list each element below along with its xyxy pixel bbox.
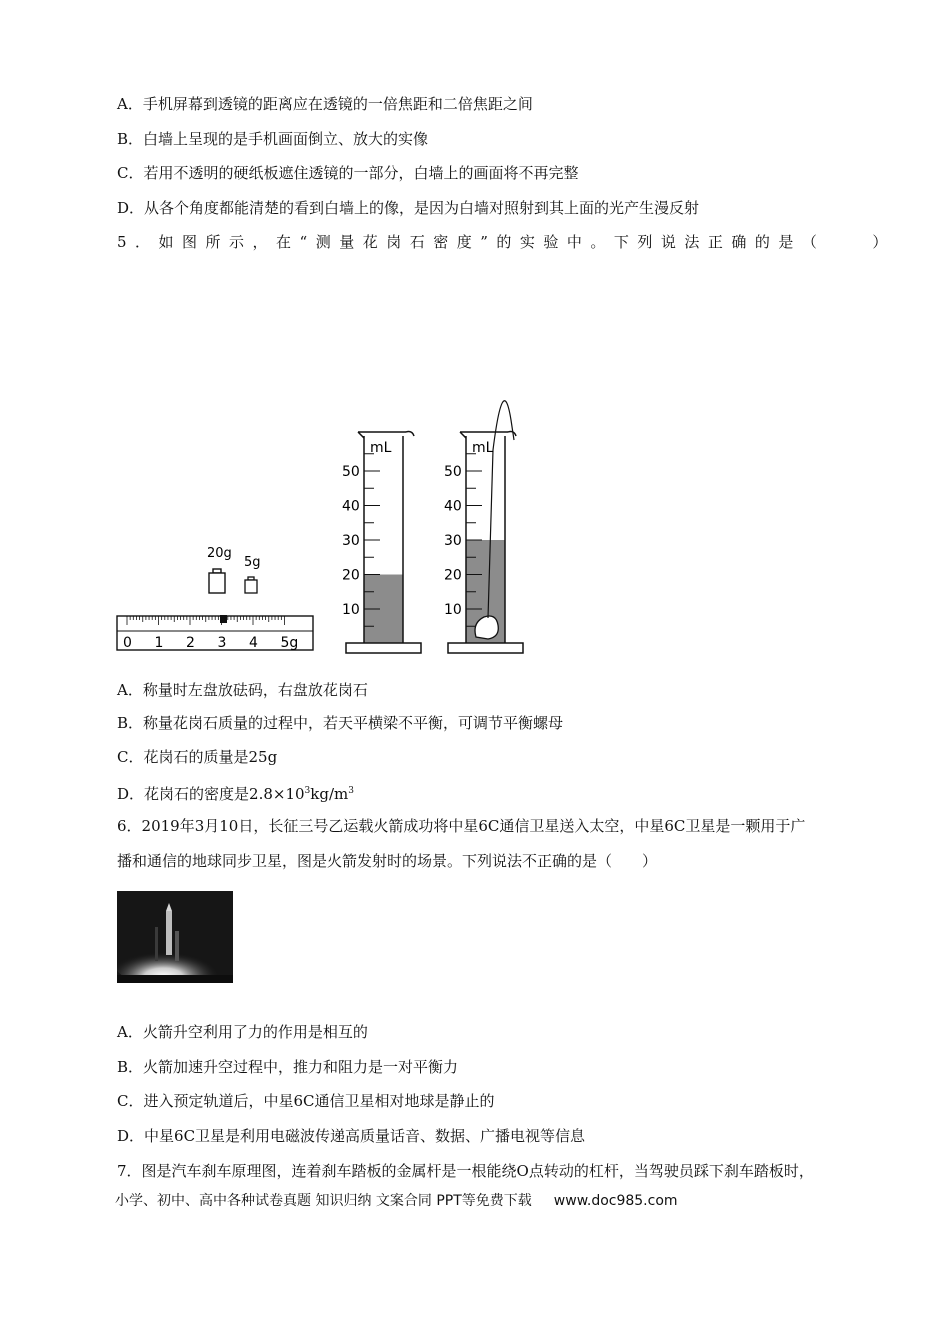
cylinder-tick-label: 40 — [342, 498, 360, 515]
scale-tick-label: 3 — [217, 635, 227, 651]
q6-stem-line2: 播和通信的地球同步卫星，图是火箭发射时的场景。下列说法不正确的是（ ） — [117, 852, 658, 870]
q5-stem: 5．如图所示，在“测量花岗石密度”的实验中。下列说法正确的是（ ） — [117, 233, 896, 251]
cylinder-tick-label: 20 — [444, 567, 462, 584]
q6-option-d: D．中星6C卫星是利用电磁波传递高质量话音、数据、广播电视等信息 — [117, 1127, 586, 1145]
scale-tick-label: 0 — [123, 635, 132, 651]
rocket-launch-photo — [117, 891, 233, 983]
scale-tick-label: 5g — [280, 635, 299, 651]
q6-option-c: C．进入预定轨道后，中星6C通信卫星相对地球是静止的 — [117, 1092, 495, 1110]
q5-option-a: A．称量时左盘放砝码，右盘放花岗石 — [117, 681, 368, 699]
scale-tick-label: 1 — [154, 635, 164, 651]
measuring-cylinder-before — [342, 432, 421, 654]
q6-stem-line1: 6．2019年3月10日，长征三号乙运载火箭成功将中星6C通信卫星送入太空，中星6C卫星是一颗用于广 — [117, 817, 806, 835]
q5-option-d-text: D．花岗石的密度是2.8×10 — [117, 785, 305, 803]
footer-url[interactable]: www.doc985.com — [553, 1193, 678, 1209]
cylinder-unit: mL — [370, 440, 392, 456]
measuring-cylinder-after — [444, 401, 523, 653]
cylinder-tick-label: 50 — [444, 464, 462, 480]
scale-rider — [220, 615, 227, 623]
cylinder-tick-label: 50 — [342, 464, 360, 480]
scale-tick-label: 4 — [249, 635, 258, 651]
q5-figure — [0, 392, 950, 662]
q5-option-d — [117, 781, 354, 804]
q6-option-a: A．火箭升空利用了力的作用是相互的 — [117, 1023, 368, 1041]
q6-option-b: B．火箭加速升空过程中，推力和阻力是一对平衡力 — [117, 1058, 459, 1076]
q5-option-d-unit: kg/m — [310, 785, 349, 803]
q5-option-c: C．花岗石的质量是25g — [117, 748, 278, 766]
q4-option-d: D．从各个角度都能清楚的看到白墙上的像，是因为白墙对照射到其上面的光产生漫反射 — [117, 199, 700, 217]
balance-scale — [117, 615, 313, 651]
cylinder-tick-label: 10 — [444, 602, 462, 618]
cylinder-unit: mL — [472, 440, 494, 456]
weight-20g-label: 20g — [207, 546, 232, 561]
q7-stem: 7．图是汽车刹车原理图，连着刹车踏板的金属杆是一根能绕O点转动的杠杆，当驾驶员踩下刹车踏板时， — [117, 1162, 814, 1180]
footer-text: 小学、初中、高中各种试卷真题 知识归纳 文案合同 PPT等免费下载 — [115, 1193, 532, 1209]
q4-option-b: B．白墙上呈现的是手机画面倒立、放大的实像 — [117, 130, 429, 148]
q5-option-d-exp: 3 — [304, 786, 311, 796]
cylinder-tick-label: 40 — [444, 498, 462, 515]
weight-20g — [207, 546, 232, 593]
weight-5g — [244, 555, 261, 593]
footer — [115, 1190, 678, 1210]
cylinder-tick-label: 20 — [342, 567, 360, 584]
weight-5g-label: 5g — [244, 555, 261, 570]
q5-option-d-unit-exp: 3 — [348, 786, 354, 796]
cylinder-tick-label: 30 — [444, 533, 462, 549]
scale-tick-label: 2 — [186, 635, 195, 651]
q4-option-a: A．手机屏幕到透镜的距离应在透镜的一倍焦距和二倍焦距之间 — [117, 95, 533, 113]
cylinder-tick-label: 10 — [342, 602, 360, 618]
q5-option-b: B．称量花岗石质量的过程中，若天平横梁不平衡，可调节平衡螺母 — [117, 714, 564, 732]
cylinder-tick-label: 30 — [342, 533, 360, 549]
q4-option-c: C．若用不透明的硬纸板遮住透镜的一部分，白墙上的画面将不再完整 — [117, 164, 579, 182]
